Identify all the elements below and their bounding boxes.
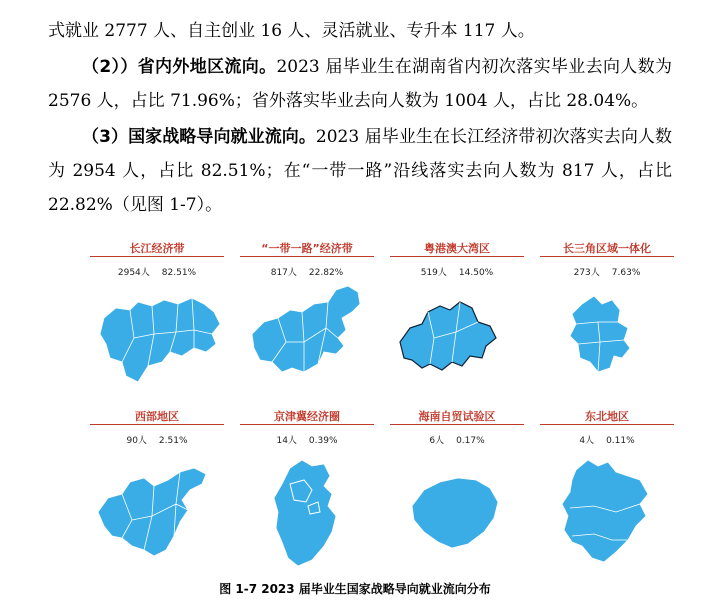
- panel-count: 90人: [126, 436, 147, 446]
- title-underline: [90, 256, 224, 257]
- panel-stats: [82, 433, 232, 446]
- title-underline: [540, 256, 674, 257]
- panel-stats: [232, 265, 382, 278]
- panel-title: 长江经济带: [129, 242, 185, 255]
- panel-percent: 7.63%: [611, 268, 641, 278]
- panel-percent: 14.50%: [458, 268, 494, 278]
- paragraph-strategy-flow-body: 2023 届毕业生在长江经济带初次落实去向人数为 2954 人，占比 82.51%；在“一带一路”沿线落实去向人数为 817 人，占比 22.82%（见图 1-7）。: [48, 127, 672, 215]
- panel-title: 西部地区: [135, 410, 179, 423]
- panel-percent: 0.11%: [606, 436, 635, 446]
- panel-jing-jin-ji: [232, 408, 382, 586]
- northeast-region-map: [532, 450, 682, 580]
- paragraph-employment-types: 式就业 2777 人、自主创业 16 人、灵活就业、专升本 117 人。: [48, 21, 535, 41]
- panel-count: 4人: [579, 436, 595, 446]
- panel-count: 273人: [573, 268, 600, 278]
- panel-stats: [82, 265, 232, 278]
- panel-percent: 0.17%: [456, 436, 485, 446]
- panel-title: 粤港澳大湾区: [424, 242, 490, 255]
- panel-title: 长三角区域一体化: [563, 242, 651, 255]
- panel-greater-bay-area: [382, 240, 532, 418]
- heading-province-flow: （2））省内外地区流向。: [82, 57, 277, 77]
- panel-count: 817人: [270, 268, 297, 278]
- panel-percent: 2.51%: [158, 436, 188, 446]
- western-region-map: [82, 450, 232, 580]
- panel-stats: [532, 265, 682, 278]
- title-underline: [90, 424, 224, 425]
- hainan-map: [382, 450, 532, 580]
- panel-percent: 0.39%: [308, 436, 338, 446]
- panel-stats: [532, 433, 682, 446]
- heading-strategy-flow: （3）国家战略导向就业流向。: [82, 127, 316, 147]
- title-underline: [240, 256, 374, 257]
- panel-northeast-region: [532, 408, 682, 586]
- panel-title: “一带一路”经济带: [261, 242, 353, 255]
- title-underline: [390, 256, 524, 257]
- panel-hainan-ftz: [382, 408, 532, 586]
- panel-title: 东北地区: [585, 410, 629, 423]
- panel-stats: [232, 433, 382, 446]
- figure-caption: 图 1-7 2023 届毕业生国家战略导向就业流向分布: [219, 582, 491, 596]
- yangtze-delta-map: [532, 282, 682, 392]
- panel-stats: [382, 265, 532, 278]
- title-underline: [390, 424, 524, 425]
- panel-count: 519人: [420, 268, 447, 278]
- paragraph-province-flow-body: 2023 届毕业生在湖南省内初次落实毕业去向人数为 2576 人，占比 71.96%；省外落实毕业去向人数为 1004 人，占比 28.04%。: [48, 57, 672, 111]
- belt-and-road-map: [232, 282, 382, 392]
- title-underline: [240, 424, 374, 425]
- panel-yangtze-delta: [532, 240, 682, 418]
- panel-title: 京津冀经济圈: [274, 410, 340, 423]
- panel-percent: 82.51%: [161, 268, 197, 278]
- panel-percent: 22.82%: [308, 268, 344, 278]
- jing-jin-ji-map: [232, 450, 382, 580]
- panel-count: 14人: [276, 436, 297, 446]
- paragraph-strategy-flow: [48, 120, 672, 222]
- panel-stats: [382, 433, 532, 446]
- panel-count: 6人: [429, 436, 445, 446]
- panel-belt-and-road: [232, 240, 382, 418]
- panel-western-region: [82, 408, 232, 586]
- paragraph-province-flow: [48, 50, 672, 118]
- panel-yangtze-economic-belt: [82, 240, 232, 418]
- panel-title: 海南自贸试验区: [418, 410, 496, 423]
- yangtze-belt-map: [82, 282, 232, 392]
- greater-bay-area-map: [382, 282, 532, 392]
- panel-count: 2954人: [117, 268, 150, 278]
- title-underline: [540, 424, 674, 425]
